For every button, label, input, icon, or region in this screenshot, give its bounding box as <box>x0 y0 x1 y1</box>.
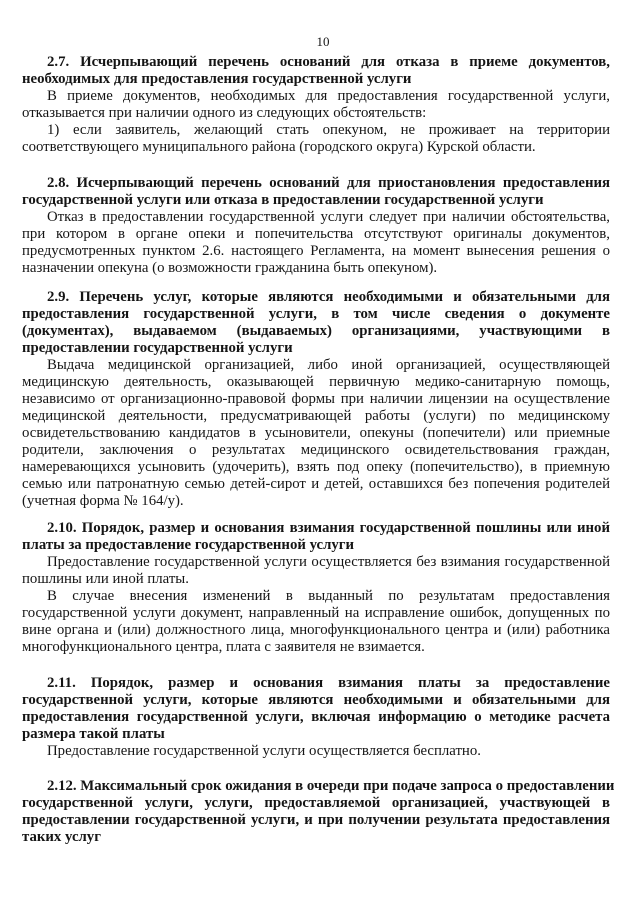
section-2-10 <box>22 520 610 656</box>
paragraph <box>22 743 610 760</box>
paragraph <box>22 357 610 510</box>
heading-line: 2.8. Исчерпывающий перечень оснований для приостановления предоставления <box>47 174 610 191</box>
paragraph-line: (учетная форма № 164/у). <box>22 493 184 510</box>
heading-line: предоставления государственной услуги, включая информацию о методике расчета <box>22 708 610 725</box>
paragraph-line: предусмотренных пунктом 2.6. настоящего Регламента, на момент вынесения решения о <box>22 242 610 259</box>
section-heading <box>22 675 610 743</box>
section-2-9 <box>22 289 610 511</box>
section-heading <box>22 54 610 88</box>
paragraph <box>22 88 610 122</box>
heading-line: 2.11. Порядок, размер и основания взимания платы за предоставление <box>47 674 610 691</box>
heading-line: необходимых для предоставления государственной услуги <box>22 70 412 87</box>
paragraph-line: отказывается при наличии одного из следующих обстоятельств: <box>22 104 427 121</box>
paragraph-line: освидетельствованию кандидатов в усыновители, опекуны (попечители) или приемные <box>22 424 610 441</box>
heading-line: государственной услуги или отказа в предоставлении государственной услуги <box>22 191 544 208</box>
section-heading <box>22 289 610 357</box>
heading-line: государственной услуги, услуги, предоставляемой организацией, участвующей в <box>22 794 610 811</box>
paragraph-line: В случае внесения изменений в выданный по результатам предоставления <box>47 587 610 604</box>
paragraph-line: пошлины или иной платы. <box>22 570 189 587</box>
page-number: 10 <box>316 34 330 49</box>
section-2-12 <box>22 777 615 846</box>
heading-line: предоставления государственной услуги, в том числе сведения о документе <box>22 305 610 322</box>
section-heading <box>22 175 610 209</box>
heading-line: предоставлении государственной услуги <box>22 339 293 356</box>
heading-line: 2.10. Порядок, размер и основания взимания государственной пошлины или иной <box>47 519 610 536</box>
heading-line: (документах), выдаваемом (выдаваемых) организациями, участвующими в <box>22 322 610 339</box>
heading-line: предоставлении государственной услуги, и при получении результата предоставления <box>22 811 610 828</box>
paragraph-line: назначении опекуна (о возможности гражданина быть опекуном). <box>22 259 438 276</box>
paragraph-line: соответствующего муниципального района (городского округа) Курской области. <box>22 138 536 155</box>
paragraph-line: Предоставление государственной услуги осуществляется без взимания государственной <box>47 553 610 570</box>
section-2-7 <box>22 54 610 156</box>
paragraph-line: многофункционального центра, плата с заявителя не взимается. <box>22 638 425 655</box>
paragraph-line: Предоставление государственной услуги осуществляется бесплатно. <box>47 742 481 759</box>
paragraph-line: независимо от организационно-правовой формы при наличии лицензии на осуществление <box>22 390 610 407</box>
heading-line: платы за предоставление государственной услуги <box>22 536 355 553</box>
paragraph <box>22 588 610 656</box>
paragraph-line: вине органа и (или) должностного лица, многофункционального центра и (или) работника <box>22 621 610 638</box>
paragraph-line: Отказ в предоставлении государственной услуги следует при наличии обстоятельства, <box>47 208 610 225</box>
paragraph-line: семью или патронатную семью детей-сирот и детей, оставшихся без попечения родителей <box>22 476 610 493</box>
paragraph-line: медицинской деятельности, предусматривающей работы (услуги) по медицинскому <box>22 407 610 424</box>
paragraph-line: Выдача медицинской организацией, либо иной организацией, осуществляющей <box>47 356 610 373</box>
heading-line: размера такой платы <box>22 725 165 742</box>
paragraph <box>22 554 610 588</box>
heading-line: государственной услуги, которые являются необходимыми и обязательными для <box>22 691 610 708</box>
paragraph-line: государственной услуги документ, направленный на исправление ошибок, допущенных по <box>22 604 610 621</box>
paragraph-line: медицинскую деятельность, оказывающей первичную медико-санитарную помощь, <box>22 373 610 390</box>
section-heading <box>22 520 610 554</box>
section-2-11 <box>22 675 610 760</box>
heading-line: таких услуг <box>22 828 101 845</box>
section-2-8 <box>22 175 610 277</box>
heading-line: 2.9. Перечень услуг, которые являются необходимыми и обязательными для <box>47 288 610 305</box>
paragraph-line: при котором в органе опеки и попечительства отсутствуют оригиналы документов, <box>22 225 610 242</box>
paragraph-line: 1) если заявитель, желающий стать опекуном, не проживает на территории <box>47 121 610 138</box>
paragraph <box>22 122 610 156</box>
heading-line: 2.7. Исчерпывающий перечень оснований для отказа в приеме документов, <box>47 53 610 70</box>
paragraph <box>22 209 610 277</box>
paragraph-line: В приеме документов, необходимых для предоставления государственной услуги, <box>47 87 610 104</box>
paragraph-line: родители, заключения о результатах медицинского освидетельствования граждан, <box>22 441 610 458</box>
section-heading <box>22 777 615 846</box>
heading-line: 2.12. Максимальный срок ожидания в очереди при подаче запроса о предоставлении <box>47 777 615 794</box>
paragraph-line: намеревающихся усыновить (удочерить), взять под опеку (попечительство), в приемную <box>22 458 610 475</box>
